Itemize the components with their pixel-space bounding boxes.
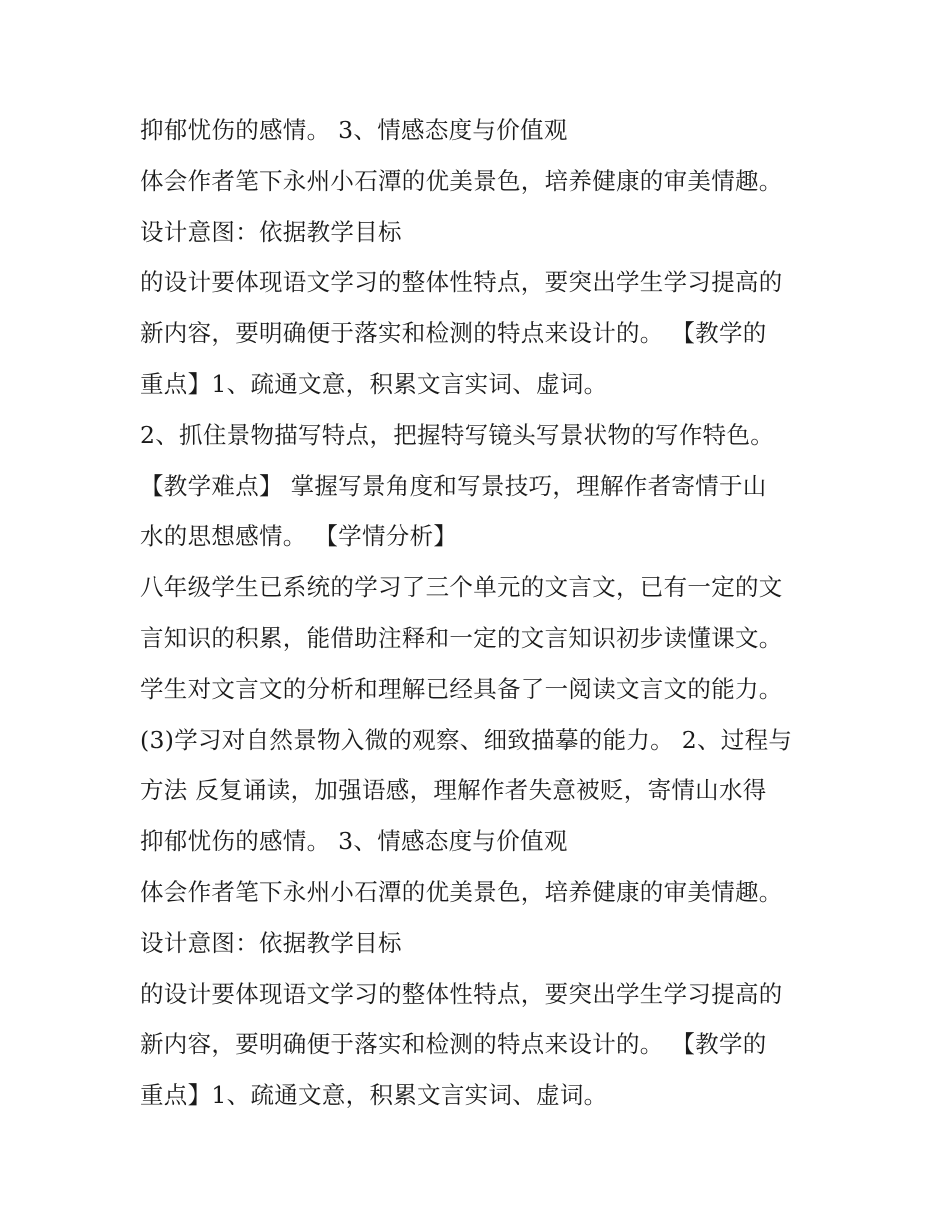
- text-line: 2、抓住景物描写特点，把握特写镜头写景状物的写作特色。: [140, 420, 775, 449]
- text-line: 体会作者笔下永州小石潭的优美景色，培养健康的审美情趣。: [140, 877, 783, 906]
- text-line: 设计意图：依据教学目标: [140, 217, 402, 246]
- document-body: [140, 105, 830, 1121]
- text-line: 重点】1、疏通文意，积累文言实词、虚词。: [140, 1081, 608, 1110]
- text-line: 学生对文言文的分析和理解已经具备了一阅读文言文的能力。: [140, 674, 783, 703]
- text-line: 新内容，要明确便于落实和检测的特点来设计的。 【教学的: [140, 1030, 767, 1059]
- text-line: 的设计要体现语文学习的整体性特点，要突出学生学习提高的: [140, 979, 783, 1008]
- text-line: 体会作者笔下永州小石潭的优美景色，培养健康的审美情趣。: [140, 166, 783, 195]
- text-line: 【教学难点】 掌握写景角度和写景技巧，理解作者寄情于山: [140, 471, 767, 500]
- text-line: 重点】1、疏通文意，积累文言实词、虚词。: [140, 369, 608, 398]
- text-line: 抑郁忧伤的感情。 3、情感态度与价值观: [140, 827, 568, 856]
- text-line: 设计意图：依据教学目标: [140, 928, 402, 957]
- text-line: 的设计要体现语文学习的整体性特点，要突出学生学习提高的: [140, 268, 783, 297]
- text-line: 方法 反复诵读，加强语感，理解作者失意被贬，寄情山水得: [140, 776, 767, 805]
- text-line: 新内容，要明确便于落实和检测的特点来设计的。 【教学的: [140, 319, 767, 348]
- text-line: (3)学习对自然景物入微的观察、细致描摹的能力。 2、过程与: [140, 725, 793, 754]
- text-line: 八年级学生已系统的学习了三个单元的文言文，已有一定的文: [140, 573, 783, 602]
- text-line: 言知识的积累，能借助注释和一定的文言知识初步读懂课文。: [140, 623, 783, 652]
- text-line: 水的思想感情。 【学情分析】: [140, 522, 458, 551]
- text-line: 抑郁忧伤的感情。 3、情感态度与价值观: [140, 116, 568, 144]
